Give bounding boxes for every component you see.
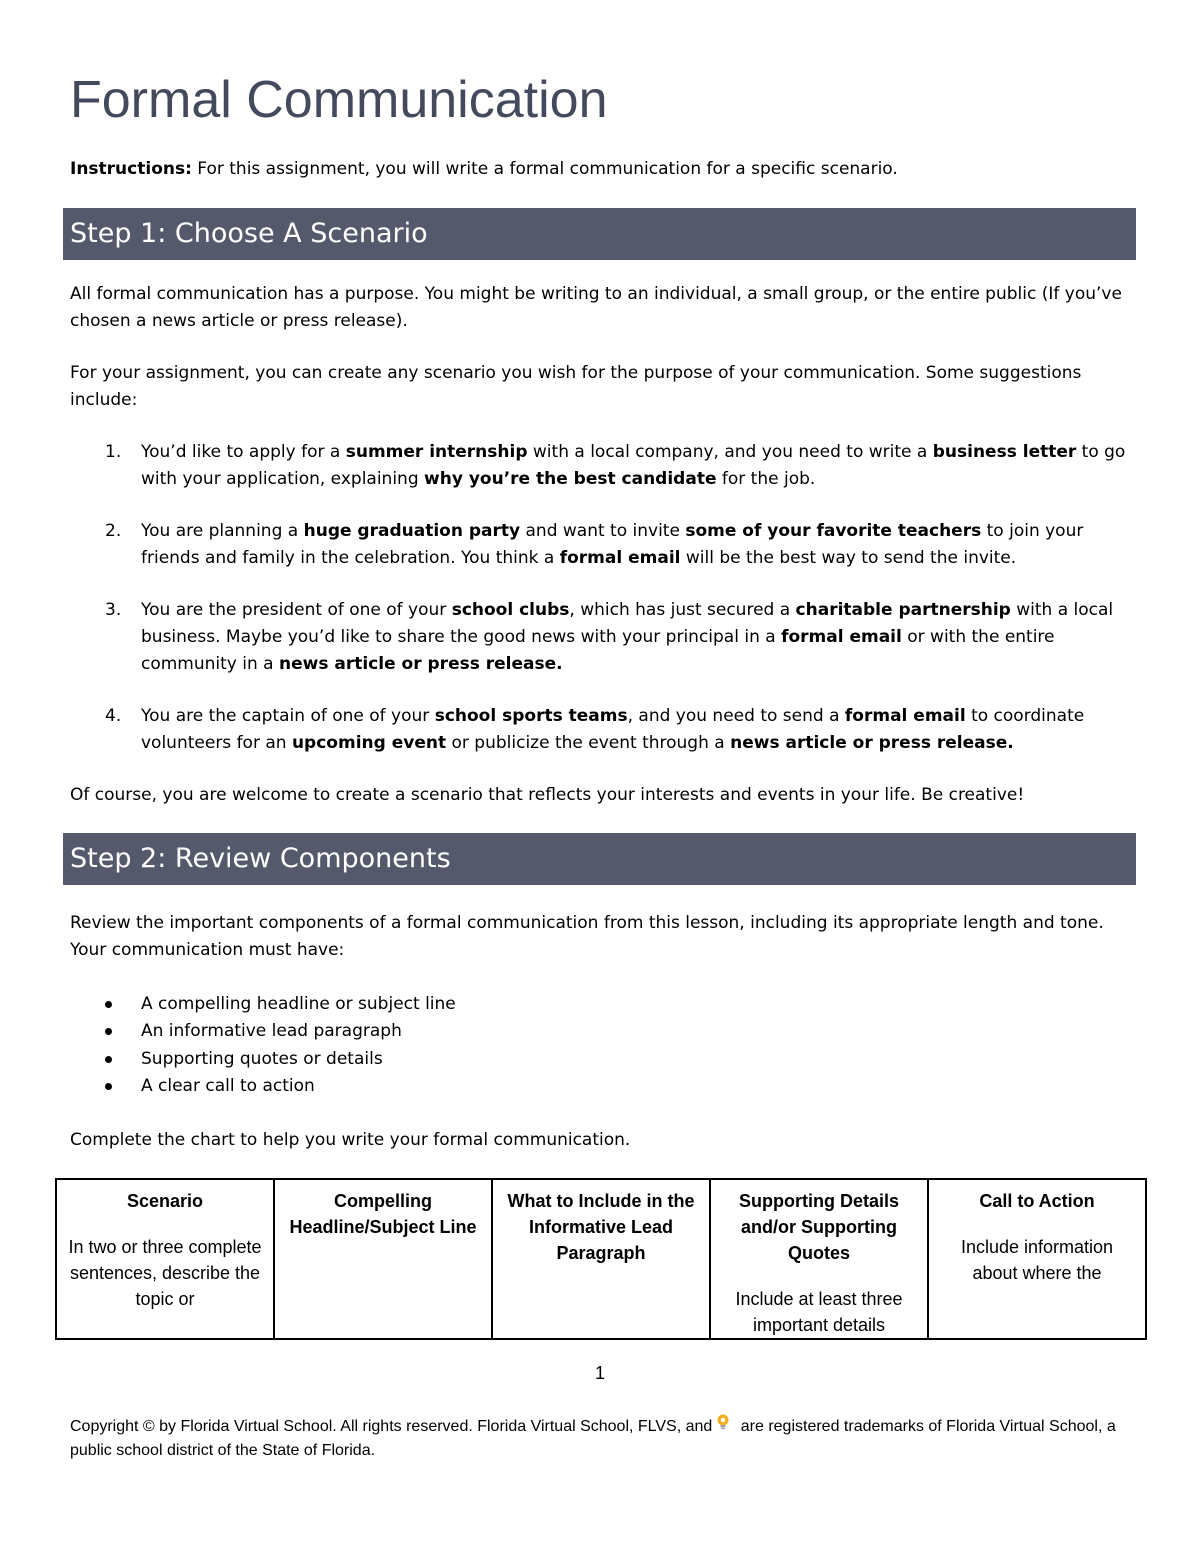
scenario-item-text [141, 442, 1125, 489]
scenario-item-emphasis: formal email [559, 548, 681, 568]
bullet-icon [105, 1028, 112, 1035]
scenario-item-emphasis: business letter [932, 442, 1077, 462]
scenario-item-emphasis: huge graduation party [303, 521, 521, 541]
scenario-item-text [141, 521, 1083, 568]
scenario-item-text [141, 600, 1113, 674]
scenario-item-segment: You’d like to apply for a [141, 442, 346, 462]
components-list-item-text: A clear call to action [141, 1075, 315, 1096]
step1-paragraph-suggestions: For your assignment, you can create any scenario you wish for the purpose of your communication. Some suggestions include: [70, 363, 1082, 410]
scenario-item-emphasis: school clubs [451, 600, 570, 620]
scenario-item-number: 3. [105, 600, 122, 620]
scenario-item-number: 4. [105, 706, 122, 726]
scenario-item-segment: to go with your application, explaining [141, 442, 1126, 489]
components-list-item [70, 1046, 456, 1073]
scenario-item [70, 703, 1140, 757]
table-cell-scenario[interactable] [56, 1179, 274, 1339]
page-title: Formal Communication [70, 71, 608, 129]
scenario-item-emphasis: why you’re the best candidate [424, 469, 717, 489]
table-cell-headline[interactable] [274, 1179, 492, 1339]
components-list-item [70, 991, 456, 1018]
copyright-notice [70, 1413, 1130, 1463]
lightbulb-logo-icon [714, 1413, 732, 1433]
components-list-item [70, 1018, 456, 1045]
components-list-item-text: An informative lead paragraph [141, 1021, 402, 1042]
scenario-item-segment: , and you need to send a [627, 706, 845, 726]
scenario-item-segment: You are the president of one of your [141, 600, 452, 620]
scenario-item-segment: for the job. [716, 469, 816, 489]
scenario-item-emphasis: summer internship [345, 442, 528, 462]
copyright-text-end: are registered trademarks of Florida Virtual School, a public school district of the State of Florida. [70, 1418, 1116, 1459]
scenario-item-segment: or with the entire community in a [141, 627, 1055, 674]
table-cell-supporting-details[interactable] [710, 1179, 928, 1339]
scenario-item-segment: with a local company, and you need to write a [527, 442, 933, 462]
scenario-item-emphasis: charitable partnership [795, 600, 1011, 620]
step1-paragraph-purpose: All formal communication has a purpose. You might be writing to an individual, a small group, or the entire public (If you’ve chosen a news article or press release). [70, 284, 1122, 331]
scenario-item-emphasis: news article or press release. [279, 654, 563, 674]
scenario-item-segment: and want to invite [520, 521, 686, 541]
copyright-text-start: Copyright © by Florida Virtual School. All rights reserved. Florida Virtual School, FLVS, and [70, 1418, 713, 1435]
step1-paragraph-creative: Of course, you are welcome to create a scenario that reflects your interests and events in your life. Be creative! [70, 785, 1025, 805]
column-header-headline: Compelling Headline/Subject Line [289, 1191, 477, 1237]
scenario-item-segment: or publicize the event through a [446, 733, 731, 753]
bullet-icon [105, 1001, 112, 1008]
scenario-item [70, 518, 1140, 572]
table-cell-lead-paragraph[interactable] [492, 1179, 710, 1339]
scenario-item-emphasis: formal email [781, 627, 902, 647]
scenario-item-number: 1. [105, 442, 122, 462]
scenario-item-emphasis: school sports teams [434, 706, 628, 726]
step2-paragraph-review: Review the important components of a formal communication from this lesson, including its appropriate length and tone. Your communication must have: [70, 913, 1104, 960]
bullet-icon [105, 1083, 112, 1090]
step2-paragraph-chart: Complete the chart to help you write your formal communication. [70, 1130, 631, 1150]
scenario-item-emphasis: upcoming event [291, 733, 447, 753]
table-row [56, 1179, 1146, 1339]
bullet-icon [105, 1056, 112, 1063]
scenario-item-number: 2. [105, 521, 122, 541]
column-header-call-to-action: Call to Action [979, 1191, 1095, 1211]
planning-chart-table [55, 1178, 1147, 1340]
scenario-item-emphasis: formal email [844, 706, 966, 726]
column-instruction-scenario: In two or three complete sentences, describe the topic or [68, 1237, 262, 1309]
scenario-item-emphasis: some of your favorite teachers [685, 521, 982, 541]
scenario-item-emphasis: news article or press release. [730, 733, 1014, 753]
page-number: 1 [594, 1363, 605, 1383]
scenario-item-segment: You are the captain of one of your [141, 706, 435, 726]
scenario-item [70, 597, 1140, 678]
column-header-lead-paragraph: What to Include in the Informative Lead Paragraph [507, 1191, 695, 1263]
scenario-item-segment: will be the best way to send the invite. [680, 548, 1017, 568]
scenario-item-segment: to join your friends and family in the celebration. You think a [141, 521, 1084, 568]
scenario-item-segment: You are planning a [141, 521, 304, 541]
components-list-item-text: Supporting quotes or details [141, 1048, 383, 1069]
column-instruction-call-to-action: Include information about where the [960, 1237, 1114, 1283]
components-list-item [70, 1073, 456, 1100]
instructions-label: Instructions: [70, 159, 192, 179]
column-header-scenario: Scenario [126, 1191, 204, 1211]
scenario-item-segment: , which has just secured a [569, 600, 796, 620]
components-list [70, 991, 456, 1100]
column-header-supporting-details: Supporting Details and/or Supporting Quotes [738, 1191, 899, 1263]
column-instruction-supporting-details: Include at least three important details [735, 1289, 903, 1335]
table-cell-call-to-action[interactable] [928, 1179, 1146, 1339]
scenario-item-segment: with a local business. Maybe you’d like to share the good news with your principal in a [141, 600, 1114, 647]
instructions-text: For this assignment, you will write a formal communication for a specific scenario. [191, 159, 898, 179]
step2-heading: Step 2: Review Components [63, 833, 1136, 885]
components-list-item-text: A compelling headline or subject line [141, 994, 456, 1014]
scenario-item-segment: to coordinate volunteers for an [141, 706, 1085, 753]
scenario-item-text [141, 706, 1084, 753]
instructions-paragraph [70, 156, 1130, 183]
step1-heading: Step 1: Choose A Scenario [63, 208, 1136, 260]
scenario-item [70, 439, 1140, 493]
